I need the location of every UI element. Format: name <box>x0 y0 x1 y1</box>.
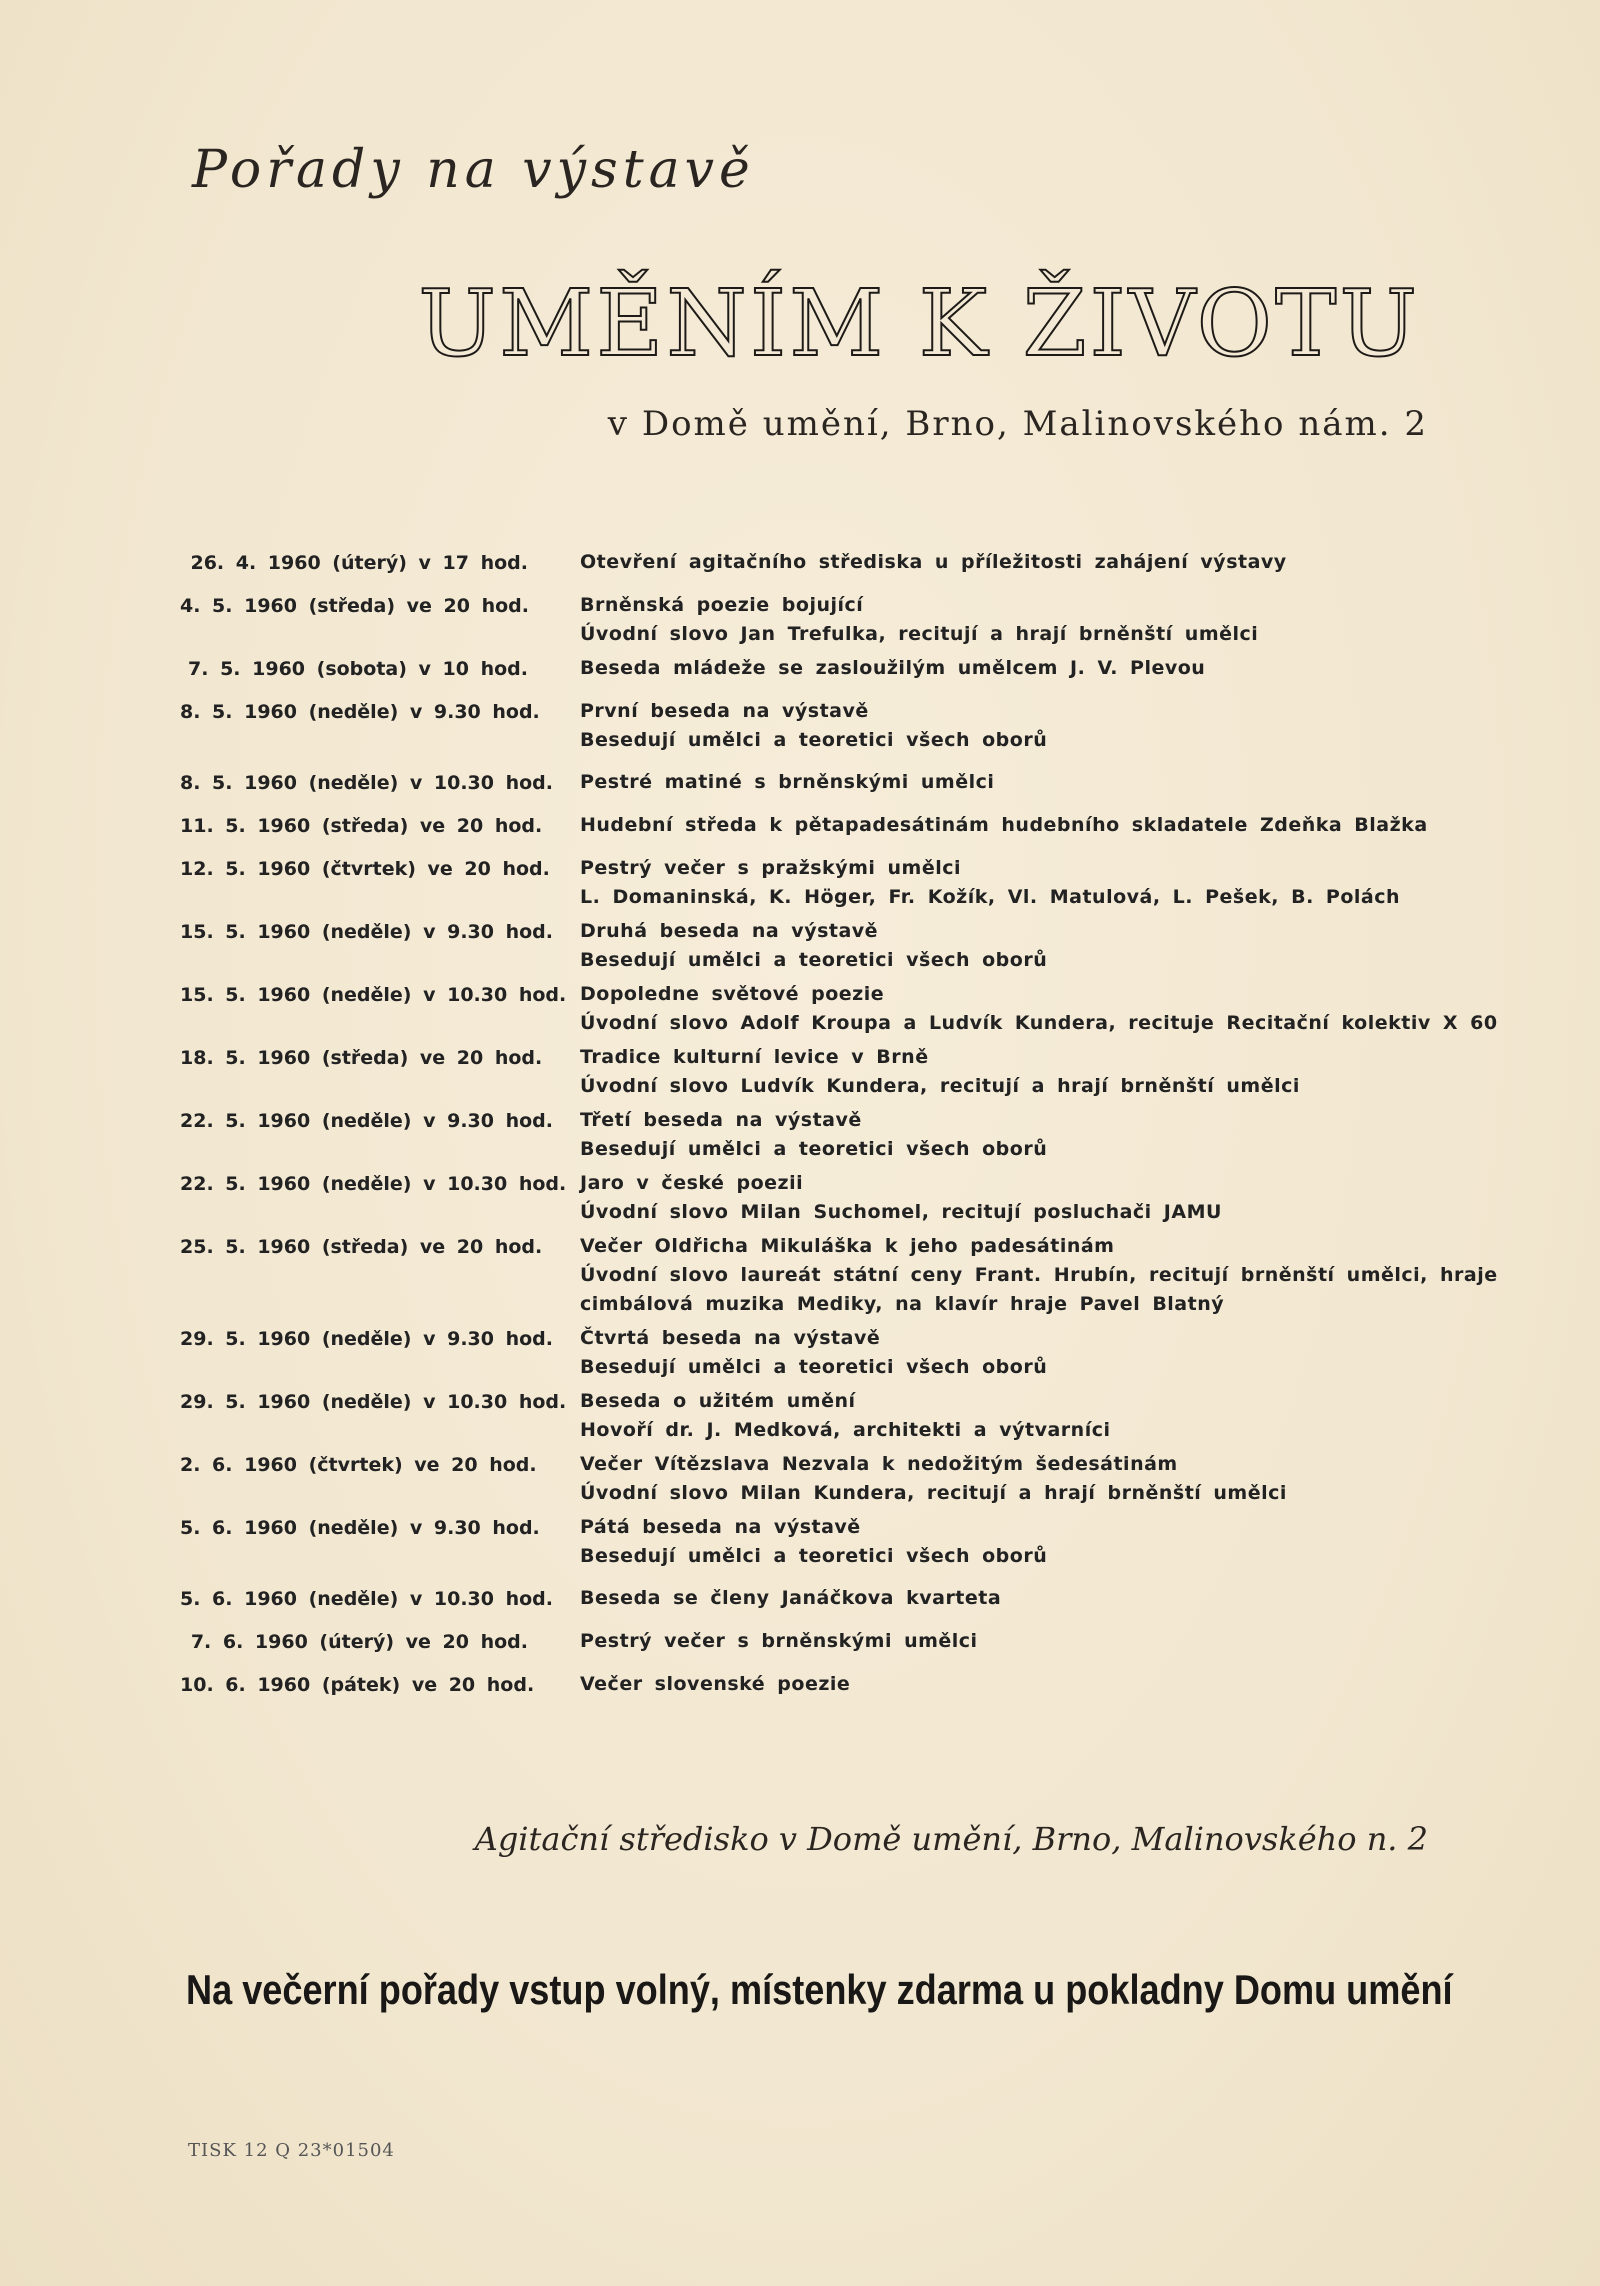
event-description <box>580 1584 1440 1613</box>
event-title: Třetí beseda na výstavě <box>580 1109 862 1131</box>
event-row <box>180 980 1498 1038</box>
event-description <box>580 1169 1440 1227</box>
event-row <box>180 917 1440 975</box>
event-title: Pestré matiné s brněnskými umělci <box>580 771 995 793</box>
event-date: 29. 5. 1960 (neděle) v 9.30 hod. <box>180 1328 553 1350</box>
event-title: První beseda na výstavě <box>580 700 869 722</box>
event-description <box>580 1106 1440 1164</box>
event-date: 22. 5. 1960 (neděle) v 9.30 hod. <box>180 1110 553 1132</box>
event-date: 8. 5. 1960 (neděle) v 10.30 hod. <box>180 772 553 794</box>
event-description <box>580 1232 1498 1319</box>
event-date: 2. 6. 1960 (čtvrtek) ve 20 hod. <box>180 1454 537 1476</box>
event-row <box>180 1584 1440 1614</box>
event-row <box>180 1106 1440 1164</box>
event-description <box>580 1513 1440 1571</box>
event-detail: Úvodní slovo Jan Trefulka, recitují a hrají brněnští umělci <box>580 623 1259 645</box>
event-description <box>580 1670 1440 1699</box>
event-date: 22. 5. 1960 (neděle) v 10.30 hod. <box>180 1173 567 1195</box>
event-title: Jaro v české poezii <box>580 1172 804 1194</box>
admission-notice: Na večerní pořady vstup volný, místenky zdarma u pokladny Domu umění <box>186 1966 1453 2013</box>
event-date: 18. 5. 1960 (středa) ve 20 hod. <box>180 1047 543 1069</box>
event-date: 7. 5. 1960 (sobota) v 10 hod. <box>188 658 528 680</box>
event-schedule <box>180 548 1498 1706</box>
event-date: 12. 5. 1960 (čtvrtek) ve 20 hod. <box>180 858 550 880</box>
event-detail: Besedují umělci a teoretici všech oborů <box>580 949 1048 971</box>
event-detail: Hovoří dr. J. Medková, architekti a výtvarníci <box>580 1419 1111 1441</box>
event-detail: Úvodní slovo Ludvík Kundera, recitují a hrají brněnští umělci <box>580 1075 1300 1097</box>
event-title: Otevření agitačního střediska u příležitosti zahájení výstavy <box>580 551 1287 573</box>
event-row <box>180 697 1440 755</box>
event-detail: Úvodní slovo laureát státní ceny Frant. Hrubín, recitují brněnští umělci, hraje <box>580 1264 1498 1286</box>
event-row <box>180 1324 1440 1382</box>
event-detail: Úvodní slovo Milan Suchomel, recitují posluchači JAMU <box>580 1201 1222 1223</box>
event-date: 5. 6. 1960 (neděle) v 10.30 hod. <box>180 1588 553 1610</box>
exhibition-title: UMĚNÍM K ŽIVOTU <box>418 270 1420 377</box>
event-row <box>180 654 1440 684</box>
print-code: TISK 12 Q 23*01504 <box>188 2140 395 2161</box>
event-date: 8. 5. 1960 (neděle) v 9.30 hod. <box>180 701 540 723</box>
event-description <box>580 1387 1440 1445</box>
event-title: Pátá beseda na výstavě <box>580 1516 861 1538</box>
event-description <box>580 697 1440 755</box>
subtitle: Pořady na výstavě <box>192 140 755 200</box>
event-detail: Besedují umělci a teoretici všech oborů <box>580 1545 1048 1567</box>
event-date: 10. 6. 1960 (pátek) ve 20 hod. <box>180 1674 535 1696</box>
event-date: 15. 5. 1960 (neděle) v 10.30 hod. <box>180 984 567 1006</box>
event-date: 26. 4. 1960 (úterý) v 17 hod. <box>190 552 528 574</box>
event-title: Tradice kulturní levice v Brně <box>580 1046 929 1068</box>
event-description <box>580 980 1498 1038</box>
event-row <box>180 1513 1440 1571</box>
event-description <box>580 854 1440 912</box>
event-row <box>180 811 1440 841</box>
event-description <box>580 1043 1440 1101</box>
event-detail: Úvodní slovo Adolf Kroupa a Ludvík Kundera, recituje Recitační kolektiv X 60 <box>580 1012 1498 1034</box>
event-date: 29. 5. 1960 (neděle) v 10.30 hod. <box>180 1391 567 1413</box>
event-date: 15. 5. 1960 (neděle) v 9.30 hod. <box>180 921 553 943</box>
event-description <box>580 1450 1440 1508</box>
event-description <box>580 811 1440 840</box>
event-description <box>580 1627 1440 1656</box>
event-date: 11. 5. 1960 (středa) ve 20 hod. <box>180 815 543 837</box>
event-title: Beseda mládeže se zasloužilým umělcem J. V. Plevou <box>580 657 1206 679</box>
event-detail: Besedují umělci a teoretici všech oborů <box>580 729 1048 751</box>
event-title: Večer slovenské poezie <box>580 1673 851 1695</box>
event-row <box>180 548 1440 578</box>
event-row <box>180 1232 1498 1319</box>
event-description <box>580 548 1440 577</box>
event-row <box>180 1043 1440 1101</box>
event-title: Beseda se členy Janáčkova kvarteta <box>580 1587 1002 1609</box>
event-description <box>580 768 1440 797</box>
event-title: Beseda o užitém umění <box>580 1390 856 1412</box>
event-title: Druhá beseda na výstavě <box>580 920 879 942</box>
event-title: Brněnská poezie bojující <box>580 594 864 616</box>
event-title: Hudební středa k pětapadesátinám hudebního skladatele Zdeňka Blažka <box>580 814 1428 836</box>
event-date: 4. 5. 1960 (středa) ve 20 hod. <box>180 595 529 617</box>
event-date: 25. 5. 1960 (středa) ve 20 hod. <box>180 1236 543 1258</box>
event-detail: Besedují umělci a teoretici všech oborů <box>580 1356 1048 1378</box>
organizer-line: Agitační středisko v Domě umění, Brno, Malinovského n. 2 <box>474 1820 1428 1858</box>
event-description <box>580 1324 1440 1382</box>
venue-line: v Domě umění, Brno, Malinovského nám. 2 <box>607 404 1428 444</box>
event-row <box>180 1450 1440 1508</box>
event-row <box>180 1387 1440 1445</box>
event-description <box>580 654 1440 683</box>
event-detail: cimbálová muzika Mediky, na klavír hraje Pavel Blatný <box>580 1293 1225 1315</box>
event-row <box>180 854 1440 912</box>
event-description <box>580 591 1440 649</box>
event-row <box>180 1627 1440 1657</box>
event-title: Dopoledne světové poezie <box>580 983 885 1005</box>
event-row <box>180 1670 1440 1700</box>
event-row <box>180 591 1440 649</box>
event-title: Pestrý večer s brněnskými umělci <box>580 1630 978 1652</box>
event-title: Večer Vítězslava Nezvala k nedožitým šedesátinám <box>580 1453 1178 1475</box>
event-description <box>580 917 1440 975</box>
event-title: Večer Oldřicha Mikuláška k jeho padesátinám <box>580 1235 1115 1257</box>
event-title: Čtvrtá beseda na výstavě <box>580 1327 881 1349</box>
event-detail: L. Domaninská, K. Höger, Fr. Kožík, Vl. Matulová, L. Pešek, B. Polách <box>580 886 1401 908</box>
event-date: 7. 6. 1960 (úterý) ve 20 hod. <box>190 1631 528 1653</box>
event-detail: Úvodní slovo Milan Kundera, recitují a hrají brněnští umělci <box>580 1482 1287 1504</box>
event-date: 5. 6. 1960 (neděle) v 9.30 hod. <box>180 1517 540 1539</box>
event-detail: Besedují umělci a teoretici všech oborů <box>580 1138 1048 1160</box>
event-row <box>180 1169 1440 1227</box>
event-title: Pestrý večer s pražskými umělci <box>580 857 962 879</box>
event-row <box>180 768 1440 798</box>
